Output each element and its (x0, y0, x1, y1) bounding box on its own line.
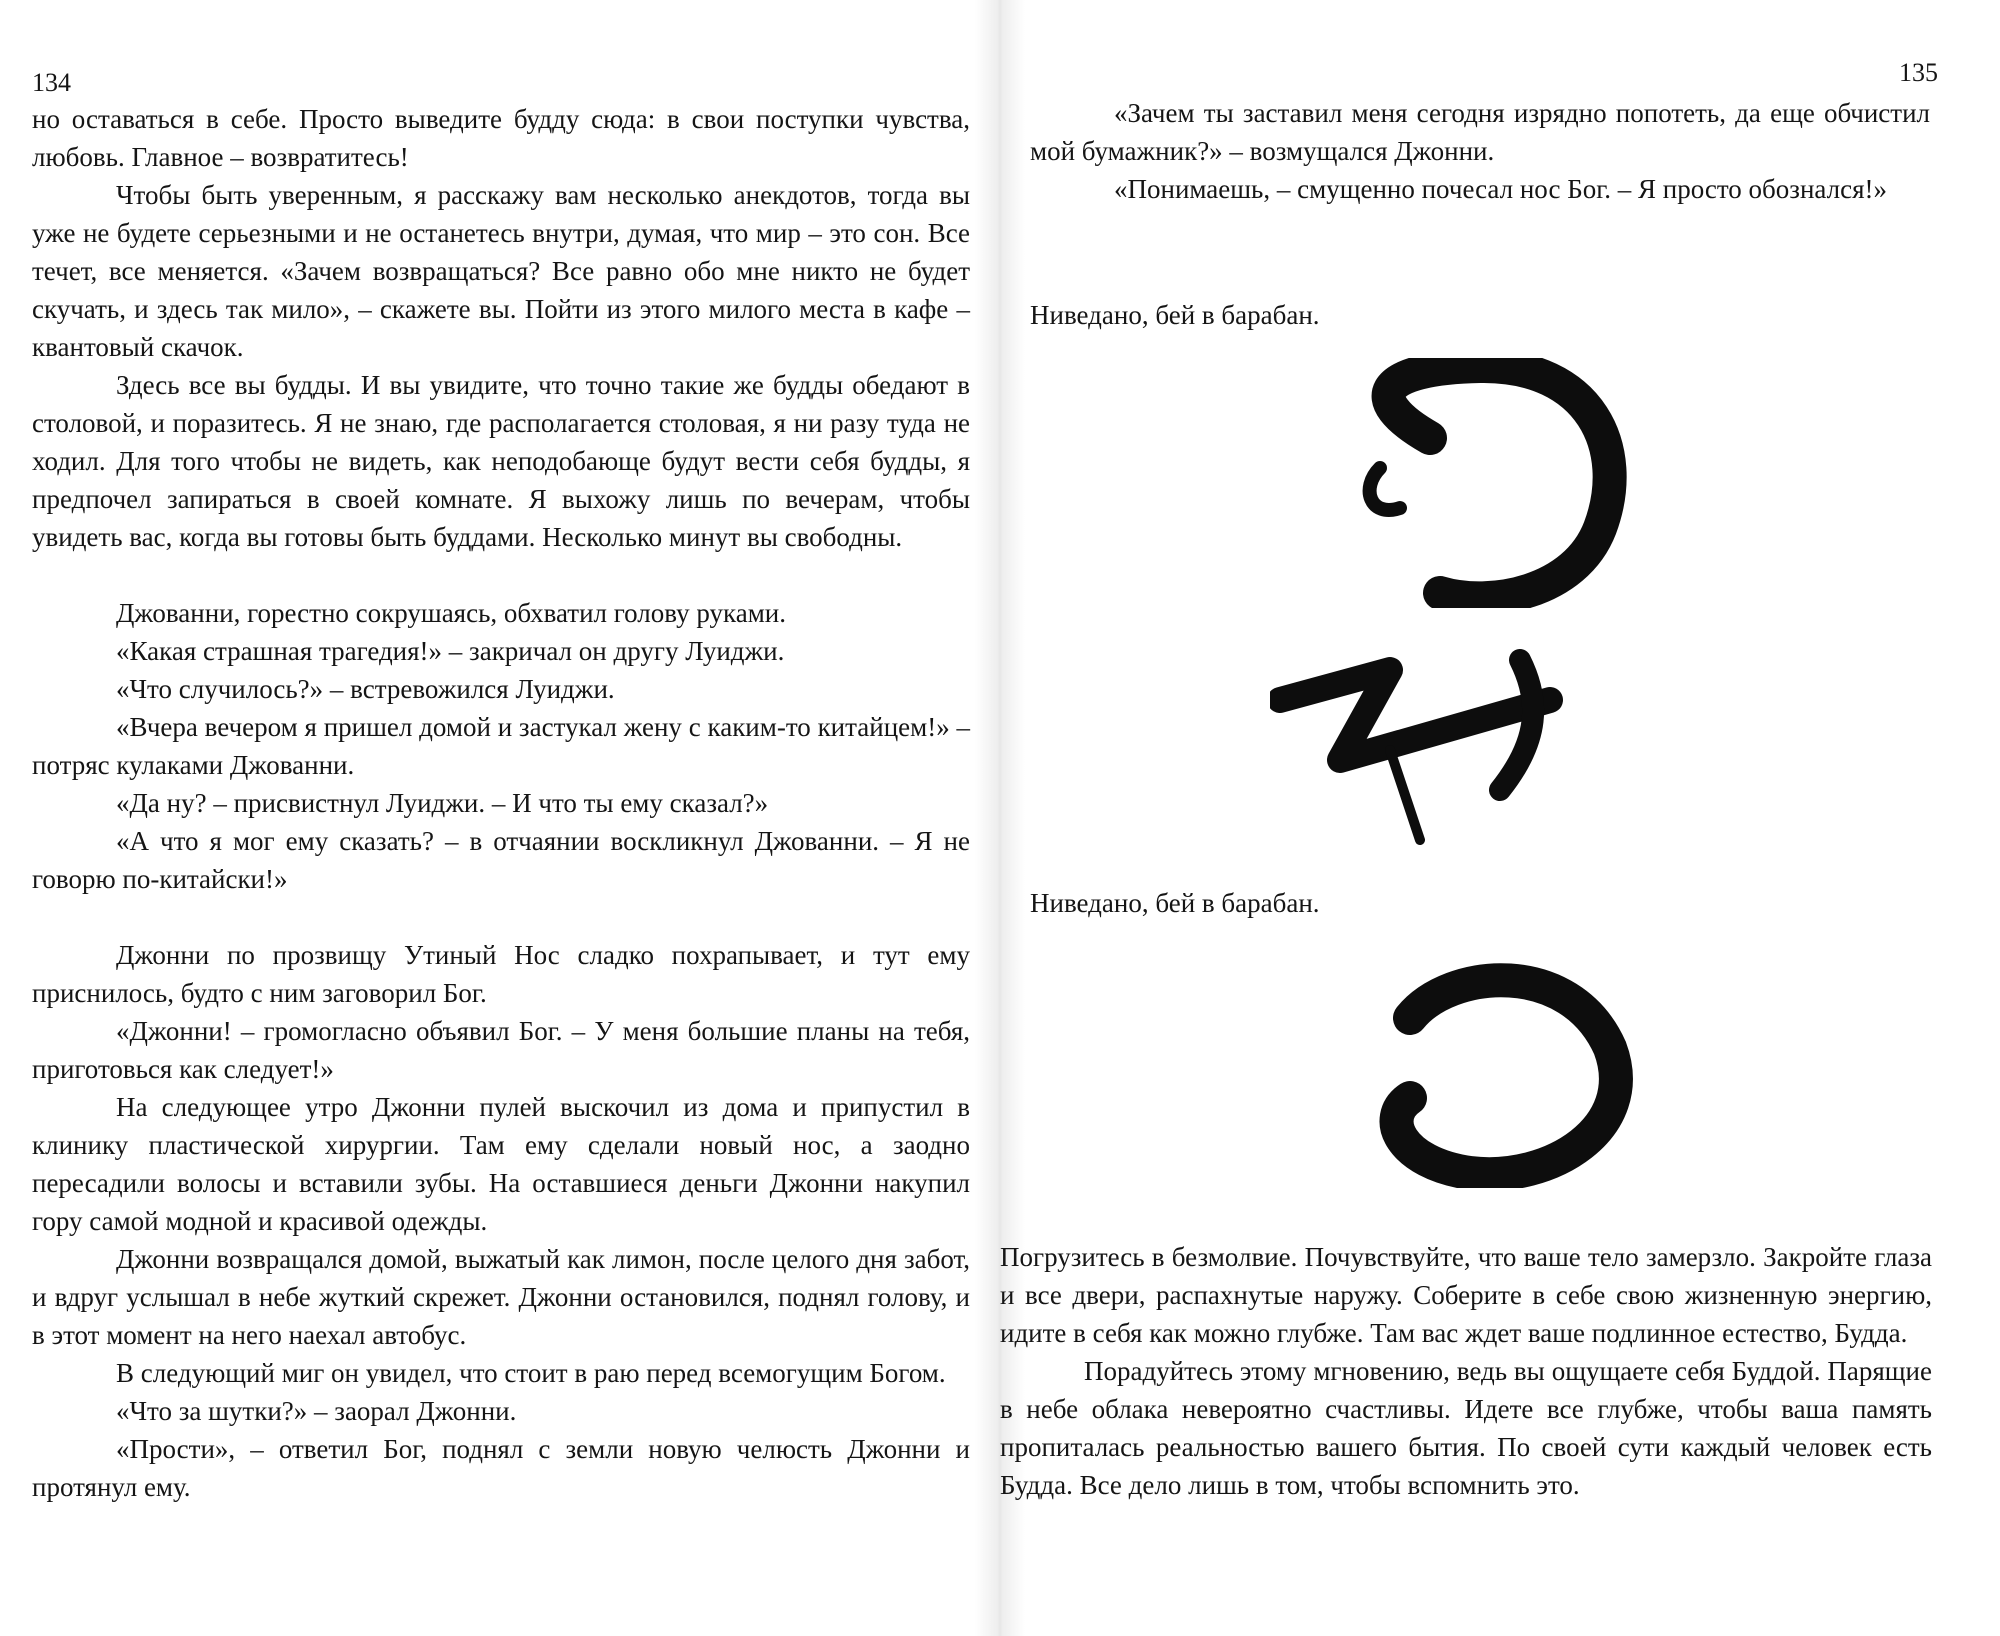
paragraph: В следующий миг он увидел, что стоит в раю перед всемогущим Богом. (116, 1358, 946, 1388)
right-page-top-text (1030, 94, 1930, 208)
page-number: 134 (32, 68, 71, 97)
page-number: 135 (1899, 58, 1938, 87)
paragraph: «Что за шутки?» – заорал Джонни. (116, 1396, 517, 1426)
paragraph: но оставаться в себе. Просто выведите будду сюда: в свои поступки чувства, любовь. Главное – возвратитесь! (32, 104, 970, 172)
paragraph: Погрузитесь в безмолвие. Почувствуйте, что ваше тело замерзло. Закройте глаза и все двери, распахнутые наружу. Соберите в себе свою жизненную энергию, идите в себя как можно глубже. Там вас ждет ваше подлинное естество, Будда. (1000, 1242, 1932, 1348)
paragraph: Джонни по прозвищу Утиный Нос сладко похрапывает, и тут ему приснилось, будто с ним заговорил Бог. (32, 940, 970, 1008)
paragraph: «Вчера вечером я пришел домой и застукал жену с каким-то китайцем!» – потряс кулаками Джованни. (32, 712, 970, 780)
enso-circle-icon (1320, 358, 1640, 608)
paragraph: Здесь все вы будды. И вы увидите, что точно такие же будды обедают в столовой, и поразитесь. Я не знаю, где располагается столовая, я ни разу туда не ходил. Для того чтобы не видеть, как неподобающе будут вести себя будды, я предпочел запираться в своей комнате. Я выхожу лишь по вечерам, чтобы увидеть вас, когда вы готовы быть буддами. Несколько минут вы свободны. (32, 370, 970, 552)
paragraph: Чтобы быть уверенным, я расскажу вам несколько анекдотов, тогда вы уже не будете серьезными и не останетесь внутри, думая, что мир – это сон. Все течет, все меняется. «Зачем возвращаться? Все равно обо мне никто не будет скучать, и здесь так мило», – скажете вы. Пойти из этого милого места в кафе – квантовый скачок. (32, 180, 970, 362)
paragraph: На следующее утро Джонни пулей выскочил из дома и припустил в клинику пластической хирургии. Там ему сделали новый нос, а заодно пересадили волосы и вставили зубы. На оставшиеся деньги Джонни накупил гору самой модной и красивой одежды. (32, 1092, 970, 1236)
paragraph: «Какая страшная трагедия!» – закричал он другу Луиджи. (116, 636, 785, 666)
paragraph: «Понимаешь, – смущенно почесал нос Бог. – Я просто обознался!» (1114, 174, 1887, 204)
paragraph: «Прости», – ответил Бог, поднял с земли новую челюсть Джонни и протянул ему. (32, 1434, 970, 1502)
paragraph: Джованни, горестно сокрушаясь, обхватил голову руками. (116, 598, 786, 628)
paragraph: Порадуйтесь этому мгновению, ведь вы ощущаете себя Буддой. Парящие в небе облака невероятно счастливы. Идете все глубже, чтобы ваша память пропиталась реальностью вашего бытия. По своей сути каждый человек есть Будда. Все дело лишь в том, чтобы вспомнить это. (1000, 1356, 1932, 1500)
paragraph: «Джонни! – громогласно объявил Бог. – У меня большие планы на тебя, приготовься как следует!» (32, 1016, 970, 1084)
left-page-text (32, 100, 970, 1506)
right-page-bottom-text (1000, 1238, 1932, 1504)
calligraphy-stroke-icon (1270, 640, 1570, 850)
niveda-line: Ниведано, бей в барабан. (1030, 300, 1320, 330)
niveda-line: Ниведано, бей в барабан. (1030, 888, 1320, 918)
paragraph: «Зачем ты заставил меня сегодня изрядно попотеть, да еще обчистил мой бумажник?» – возмущался Джонни. (1030, 98, 1930, 166)
paragraph: «А что я мог ему сказать? – в отчаянии воскликнул Джованни. – Я не говорю по-китайски!» (32, 826, 970, 894)
paragraph: Джонни возвращался домой, выжатый как лимон, после целого дня забот, и вдруг услышал в небе жуткий скрежет. Джонни остановился, поднял голову, и в этот момент на него наехал автобус. (32, 1244, 970, 1350)
paragraph: «Да ну? – присвистнул Луиджи. – И что ты ему сказал?» (116, 788, 769, 818)
enso-circle-icon (1320, 958, 1640, 1188)
paragraph: «Что случилось?» – встревожился Луиджи. (116, 674, 615, 704)
